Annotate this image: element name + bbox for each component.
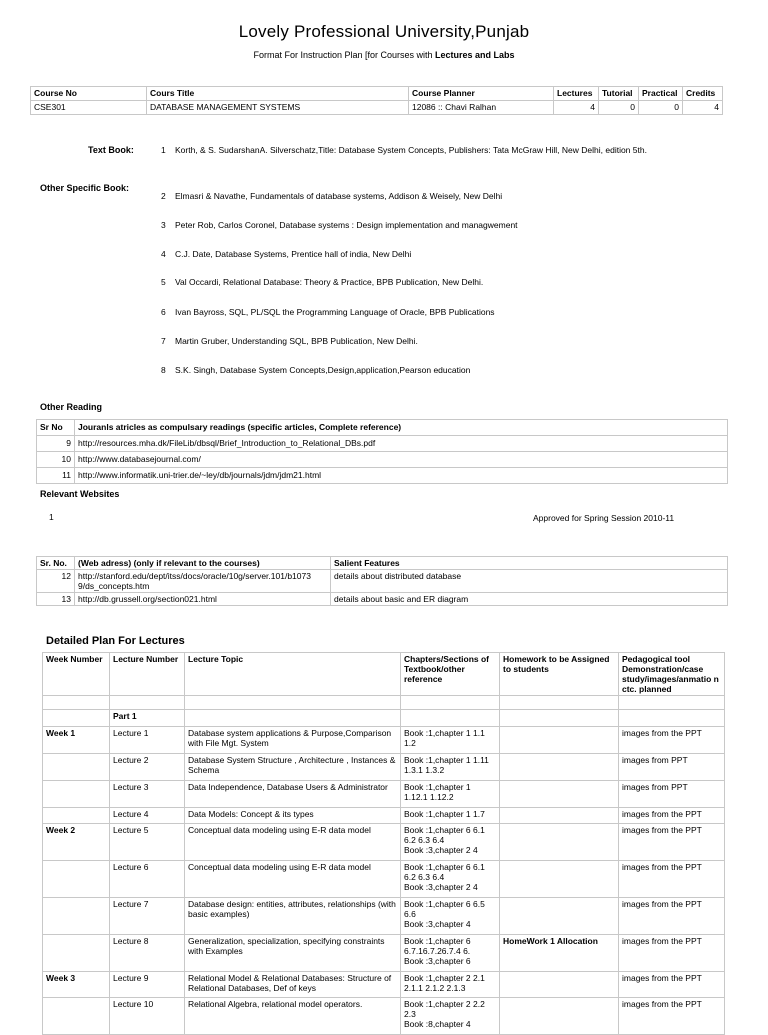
lecture-number: Lecture 2: [110, 754, 185, 781]
textbook-label: Text Book:: [88, 145, 134, 155]
other-reading-label: Other Reading: [40, 402, 103, 412]
table-row: [37, 593, 728, 606]
book-text: Martin Gruber, Understanding SQL, BPB Publication, New Delhi.: [175, 336, 418, 346]
week-number: Week 2: [43, 824, 110, 861]
col-week-number: Week Number: [43, 653, 110, 696]
lecture-number: Lecture 10: [110, 998, 185, 1035]
week-number: Week 1: [43, 727, 110, 754]
week-number: [43, 998, 110, 1035]
approval-note: Approved for Spring Session 2010-11: [533, 513, 675, 523]
book-item: [161, 365, 470, 375]
table-row: [43, 998, 725, 1035]
reading-sr-no: 9: [37, 436, 75, 452]
textbook-text: Korth, & S. SudarshanA. Silverschatz,Title: Database System Concepts, Publishers: Tata McGraw Hill, New Delhi, edition 5th.: [175, 145, 647, 155]
reading-link[interactable]: http://www.databasejournal.com/: [75, 452, 728, 468]
book-item: [161, 307, 495, 317]
week-number: [43, 935, 110, 972]
lecture-topic: Relational Algebra, relational model operators.: [185, 998, 401, 1035]
col-lecture-topic: Lecture Topic: [185, 653, 401, 696]
col-salient-features: Salient Features: [331, 557, 728, 570]
reading-sr-no: 11: [37, 468, 75, 484]
book-text: Ivan Bayross, SQL, PL/SQL the Programming Language of Oracle, BPB Publications: [175, 307, 495, 317]
part-label: Part 1: [110, 710, 185, 727]
pedagogical-tool: images from the PPT: [619, 898, 725, 935]
lecture-topic: Data Independence, Database Users & Administrator: [185, 781, 401, 808]
other-reading-table: [36, 419, 728, 484]
university-title: Lovely Professional University,Punjab: [238, 22, 530, 41]
week-number: [43, 861, 110, 898]
col-chapters: Chapters/Sections of Textbook/other reference: [401, 653, 500, 696]
lecture-number: Lecture 1: [110, 727, 185, 754]
col-practical: Practical: [639, 87, 683, 101]
reading-sr-no: 10: [37, 452, 75, 468]
chapter-reference: Book :1,chapter 1 1.11 1.3.1 1.3.2: [401, 754, 500, 781]
book-text: Elmasri & Navathe, Fundamentals of database systems, Addison & Weisely, New Delhi: [175, 191, 503, 201]
chapter-reference: Book :1,chapter 2 2.1 2.1.1 2.1.2 2.1.3: [401, 972, 500, 998]
homework: [500, 808, 619, 824]
part-row: [43, 710, 725, 727]
table-row: [43, 898, 725, 935]
pedagogical-tool: images from the PPT: [619, 727, 725, 754]
tutorial-count: 0: [599, 101, 639, 115]
lecture-number: Lecture 7: [110, 898, 185, 935]
col-journal-articles: Jouranls atricles as compulsary readings (specific articles, Complete reference): [75, 420, 728, 436]
websites-table: [36, 556, 728, 606]
website-feature: details about distributed database: [331, 570, 728, 593]
lecture-topic: Data Models: Concept & its types: [185, 808, 401, 824]
pedagogical-tool: images from the PPT: [619, 808, 725, 824]
format-subtitle: [0, 50, 768, 60]
lecture-number: Lecture 5: [110, 824, 185, 861]
week-number: [43, 754, 110, 781]
lecture-topic: Generalization, specialization, specifying constraints with Examples: [185, 935, 401, 972]
course-planner: 12086 :: Chavi Ralhan: [409, 101, 554, 115]
book-number: 4: [161, 249, 166, 259]
book-number: 6: [161, 307, 166, 317]
homework: [500, 754, 619, 781]
week-number: [43, 898, 110, 935]
chapter-reference: Book :1,chapter 6 6.1 6.2 6.3 6.4 Book :3,chapter 2 4: [401, 824, 500, 861]
plan-body: [43, 727, 725, 1035]
table-row: [43, 808, 725, 824]
chapter-reference: Book :1,chapter 6 6.1 6.2 6.3 6.4 Book :3,chapter 2 4: [401, 861, 500, 898]
lecture-topic: Database System Structure , Architecture , Instances & Schema: [185, 754, 401, 781]
col-lecture-number: Lecture Number: [110, 653, 185, 696]
pedagogical-tool: images from PPT: [619, 781, 725, 808]
col-homework: Homework to be Assigned to students: [500, 653, 619, 696]
website-link[interactable]: http://stanford.edu/dept/itss/docs/oracle/10g/server.101/b1073 9/ds_concepts.htm: [75, 570, 331, 593]
lecture-number: Lecture 4: [110, 808, 185, 824]
book-number: 3: [161, 220, 166, 230]
lecture-topic: Database system applications & Purpose,Comparison with File Mgt. System: [185, 727, 401, 754]
course-info-table: [30, 86, 723, 115]
week-number: [43, 781, 110, 808]
plan-heading: Detailed Plan For Lectures: [46, 635, 185, 647]
homework: [500, 998, 619, 1035]
lecture-number: Lecture 9: [110, 972, 185, 998]
col-sr-no: Sr No: [37, 420, 75, 436]
table-row: [37, 452, 728, 468]
col-lectures: Lectures: [554, 87, 599, 101]
col-course-planner: Course Planner: [409, 87, 554, 101]
textbook-number: 1: [161, 145, 166, 155]
chapter-reference: Book :1,chapter 1 1.1 1.2: [401, 727, 500, 754]
book-item: [161, 191, 502, 201]
website-sr-no: 13: [37, 593, 75, 606]
week-number: [43, 808, 110, 824]
table-row: [43, 824, 725, 861]
chapter-reference: Book :1,chapter 1 1.12.1 1.12.2: [401, 781, 500, 808]
course-no: CSE301: [31, 101, 147, 115]
pedagogical-tool: images from the PPT: [619, 935, 725, 972]
homework: HomeWork 1 Allocation: [500, 935, 619, 972]
reading-header-row: [37, 420, 728, 436]
book-number: 7: [161, 336, 166, 346]
col-web-address: (Web adress) (only if relevant to the courses): [75, 557, 331, 570]
book-item: [161, 249, 411, 259]
relevant-websites-number: 1: [49, 512, 54, 522]
credits-count: 4: [683, 101, 723, 115]
col-pedagogical-tool: Pedagogical tool Demonstration/case study/images/anmatio n ctc. planned: [619, 653, 725, 696]
format-subtitle-bold: Lectures and Labs: [435, 50, 515, 60]
week-number: Week 3: [43, 972, 110, 998]
book-item: [161, 277, 483, 287]
table-row: [43, 935, 725, 972]
col-course-no: Course No: [31, 87, 147, 101]
book-number: 8: [161, 365, 166, 375]
course-header-row: [31, 87, 723, 101]
reading-link[interactable]: http://resources.mha.dk/FileLib/dbsql/Brief_Introduction_to_Relational_DBs.pdf: [75, 436, 728, 452]
relevant-websites-label: Relevant Websites: [40, 489, 120, 499]
chapter-reference: Book :1,chapter 2 2.2 2.3 Book :8,chapter 4: [401, 998, 500, 1035]
col-sr-no: Sr. No.: [37, 557, 75, 570]
website-link[interactable]: http://db.grussell.org/section021.html: [75, 593, 331, 606]
lecture-number: Lecture 8: [110, 935, 185, 972]
book-number: 2: [161, 191, 166, 201]
pedagogical-tool: images from the PPT: [619, 861, 725, 898]
col-course-title: Cours Title: [147, 87, 409, 101]
book-text: Peter Rob, Carlos Coronel, Database systems : Design implementation and managwement: [175, 220, 518, 230]
book-item: [161, 336, 418, 346]
course-value-row: [31, 101, 723, 115]
book-number: 5: [161, 277, 166, 287]
websites-header-row: [37, 557, 728, 570]
chapter-reference: Book :1,chapter 6 6.5 6.6 Book :3,chapter 4: [401, 898, 500, 935]
table-row: [43, 861, 725, 898]
homework: [500, 727, 619, 754]
book-item: [161, 220, 518, 230]
lecture-topic: Conceptual data modeling using E-R data model: [185, 824, 401, 861]
plan-header-row: [43, 653, 725, 696]
chapter-reference: Book :1,chapter 6 6.7.16.7.26.7.4 6. Book :3,chapter 6: [401, 935, 500, 972]
homework: [500, 824, 619, 861]
pedagogical-tool: images from PPT: [619, 754, 725, 781]
homework: [500, 972, 619, 998]
lecture-number: Lecture 6: [110, 861, 185, 898]
book-text: C.J. Date, Database Systems, Prentice hall of india, New Delhi: [175, 249, 412, 259]
website-sr-no: 12: [37, 570, 75, 593]
course-title: DATABASE MANAGEMENT SYSTEMS: [147, 101, 409, 115]
lectures-count: 4: [554, 101, 599, 115]
table-row: [43, 972, 725, 998]
reading-link[interactable]: http://www.informatik.uni-trier.de/~ley/db/journals/jdm/jdm21.html: [75, 468, 728, 484]
book-text: Val Occardi, Relational Database: Theory & Practice, BPB Publication, New Delhi.: [175, 277, 484, 287]
spacer-row: [43, 696, 725, 710]
format-subtitle-prefix: Format For Instruction Plan [for Courses with: [253, 50, 436, 60]
homework: [500, 781, 619, 808]
lecture-topic: Relational Model & Relational Databases: Structure of Relational Databases, Def of keys: [185, 972, 401, 998]
table-row: [37, 570, 728, 593]
pedagogical-tool: images from the PPT: [619, 972, 725, 998]
lecture-number: Lecture 3: [110, 781, 185, 808]
textbook-entry: [161, 145, 647, 155]
table-row: [43, 781, 725, 808]
col-tutorial: Tutorial: [599, 87, 639, 101]
website-feature: details about basic and ER diagram: [331, 593, 728, 606]
homework: [500, 898, 619, 935]
table-row: [43, 727, 725, 754]
pedagogical-tool: images from the PPT: [619, 998, 725, 1035]
book-text: S.K. Singh, Database System Concepts,Design,application,Pearson education: [175, 365, 471, 375]
chapter-reference: Book :1,chapter 1 1.7: [401, 808, 500, 824]
table-row: [37, 436, 728, 452]
table-row: [43, 754, 725, 781]
other-books-label: Other Specific Book:: [40, 183, 130, 193]
lecture-plan-table: [42, 652, 725, 1035]
table-row: [37, 468, 728, 484]
practical-count: 0: [639, 101, 683, 115]
pedagogical-tool: images from the PPT: [619, 824, 725, 861]
lecture-topic: Conceptual data modeling using E-R data model: [185, 861, 401, 898]
col-credits: Credits: [683, 87, 723, 101]
lecture-topic: Database design: entities, attributes, relationships (with basic examples): [185, 898, 401, 935]
homework: [500, 861, 619, 898]
